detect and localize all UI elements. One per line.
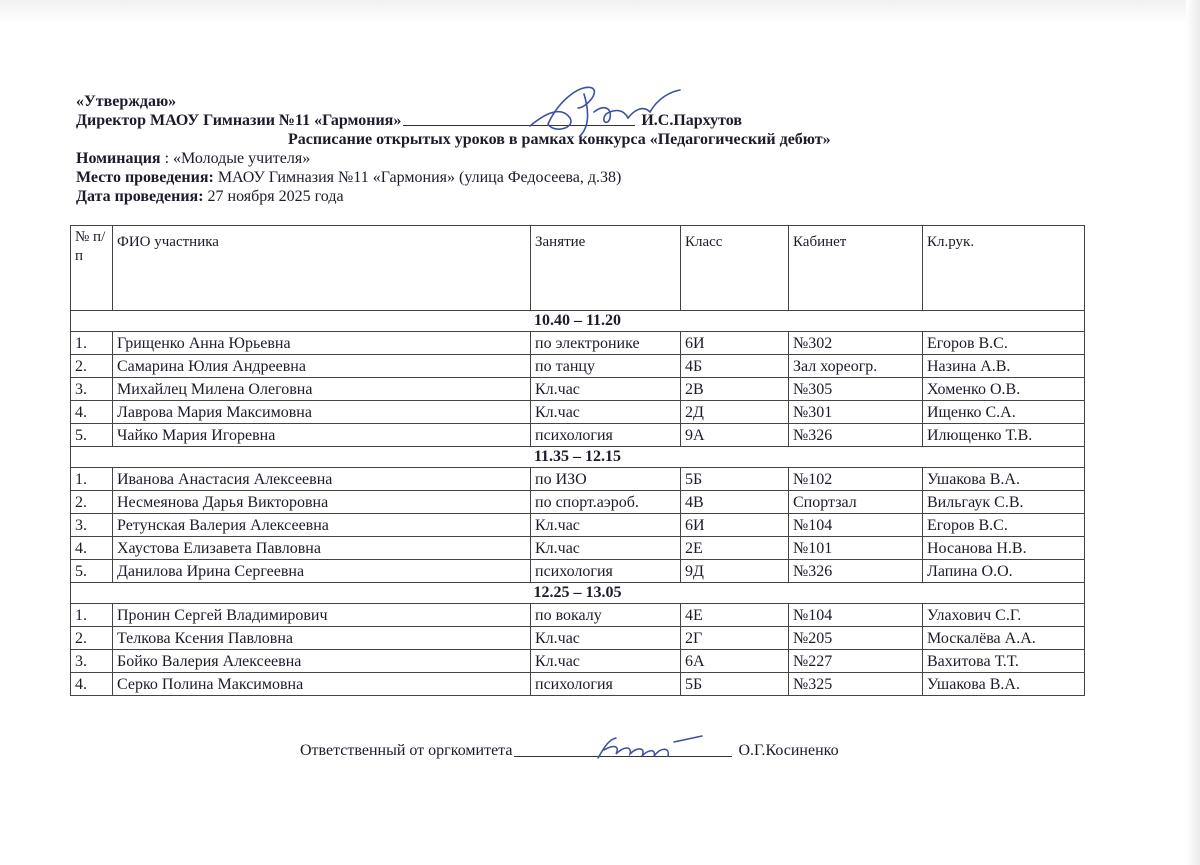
class-teacher: Вахитова Т.Т. [923, 650, 1085, 673]
room: Спортзал [789, 491, 923, 514]
lesson: психология [531, 424, 681, 447]
participant-name: Серко Полина Максимовна [113, 673, 531, 696]
room: №104 [789, 604, 923, 627]
column-header: Класс [681, 226, 789, 311]
organizer-signature [590, 728, 710, 768]
participant-name: Чайко Мария Игоревна [113, 424, 531, 447]
venue-label: Место проведения: [76, 169, 214, 186]
nomination-value: : «Молодые учителя» [160, 150, 311, 167]
class-teacher: Егоров В.С. [923, 514, 1085, 537]
class: 6А [681, 650, 789, 673]
row-number: 3. [71, 378, 113, 401]
lesson: по ИЗО [531, 468, 681, 491]
director-name: И.С.Пархутов [641, 112, 742, 129]
table-row [71, 491, 1085, 514]
table-row [71, 650, 1085, 673]
table-row [71, 604, 1085, 627]
room: Зал хореогр. [789, 355, 923, 378]
participant-name: Самарина Юлия Андреевна [113, 355, 531, 378]
class: 5Б [681, 673, 789, 696]
class: 4Б [681, 355, 789, 378]
participant-name: Несмеянова Дарья Викторовна [113, 491, 531, 514]
class-teacher: Москалёва А.А. [923, 627, 1085, 650]
venue-value: МАОУ Гимназия №11 «Гармония» (улица Федосеева, д.38) [213, 169, 622, 186]
room: №101 [789, 537, 923, 560]
time-slot: 12.25 – 13.05 [71, 583, 1085, 604]
approve-label: «Утверждаю» [76, 93, 177, 110]
nomination-label: Номинация [76, 150, 161, 167]
table-row [71, 355, 1085, 378]
room: №305 [789, 378, 923, 401]
director-title: Директор МАОУ Гимназии №11 «Гармония» [76, 112, 402, 129]
lesson: по танцу [531, 355, 681, 378]
scan-edge [0, 0, 1200, 24]
participant-name: Михайлец Милена Олеговна [113, 378, 531, 401]
room: №326 [789, 424, 923, 447]
document-title: Расписание открытых уроков в рамках конкурса «Педагогический дебют» [288, 131, 831, 148]
scan-edge-right [1186, 0, 1200, 865]
class-teacher: Улахович С.Г. [923, 604, 1085, 627]
table-row [71, 378, 1085, 401]
row-number: 2. [71, 627, 113, 650]
time-slot: 11.35 – 12.15 [71, 447, 1085, 468]
room: №104 [789, 514, 923, 537]
table-row [71, 537, 1085, 560]
lesson: Кл.час [531, 514, 681, 537]
participant-name: Данилова Ирина Сергеевна [113, 560, 531, 583]
room: №227 [789, 650, 923, 673]
room: №301 [789, 401, 923, 424]
table-row [71, 468, 1085, 491]
table-row [71, 332, 1085, 355]
table-header-row [71, 226, 1085, 311]
class: 9Д [681, 560, 789, 583]
lesson: Кл.час [531, 378, 681, 401]
class: 2Е [681, 537, 789, 560]
table-row [71, 401, 1085, 424]
responsible-name: О.Г.Косиненко [738, 742, 839, 759]
row-number: 4. [71, 537, 113, 560]
row-number: 1. [71, 604, 113, 627]
table-row [71, 673, 1085, 696]
participant-name: Пронин Сергей Владимирович [113, 604, 531, 627]
responsible-label: Ответственный от оргкомитета [300, 742, 513, 759]
venue-line [76, 168, 1076, 187]
class-teacher: Носанова Н.В. [923, 537, 1085, 560]
row-number: 1. [71, 468, 113, 491]
lesson: психология [531, 673, 681, 696]
lesson: по спорт.аэроб. [531, 491, 681, 514]
room: №302 [789, 332, 923, 355]
lesson: Кл.час [531, 627, 681, 650]
time-slot-row [71, 447, 1085, 468]
room: №205 [789, 627, 923, 650]
class: 2Д [681, 401, 789, 424]
schedule-table [70, 225, 1085, 696]
class-teacher: Илющенко Т.В. [923, 424, 1085, 447]
director-signature [520, 78, 700, 148]
class-teacher: Егоров В.С. [923, 332, 1085, 355]
column-header: Кабинет [789, 226, 923, 311]
table-row [71, 627, 1085, 650]
date-label: Дата проведения: [76, 188, 204, 205]
time-slot-row [71, 311, 1085, 332]
row-number: 3. [71, 514, 113, 537]
class: 4В [681, 491, 789, 514]
participant-name: Хаустова Елизавета Павловна [113, 537, 531, 560]
room: №325 [789, 673, 923, 696]
column-header: № п/п [71, 226, 113, 311]
lesson: психология [531, 560, 681, 583]
class: 2В [681, 378, 789, 401]
date-value: 27 ноября 2025 года [203, 188, 344, 205]
class-teacher: Вильгаук С.В. [923, 491, 1085, 514]
lesson: по электронике [531, 332, 681, 355]
participant-name: Бойко Валерия Алексеевна [113, 650, 531, 673]
row-number: 4. [71, 673, 113, 696]
class: 2Г [681, 627, 789, 650]
class-teacher: Ушакова В.А. [923, 673, 1085, 696]
row-number: 4. [71, 401, 113, 424]
class-teacher: Ушакова В.А. [923, 468, 1085, 491]
row-number: 1. [71, 332, 113, 355]
table-row [71, 424, 1085, 447]
class-teacher: Назина А.В. [923, 355, 1085, 378]
table-row [71, 514, 1085, 537]
class: 4Е [681, 604, 789, 627]
participant-name: Лаврова Мария Максимовна [113, 401, 531, 424]
row-number: 5. [71, 560, 113, 583]
table-row [71, 560, 1085, 583]
lesson: Кл.час [531, 650, 681, 673]
participant-name: Иванова Анастасия Алексеевна [113, 468, 531, 491]
date-line [76, 187, 1076, 206]
participant-name: Грищенко Анна Юрьевна [113, 332, 531, 355]
class: 9А [681, 424, 789, 447]
class: 6И [681, 332, 789, 355]
room: №102 [789, 468, 923, 491]
class: 5Б [681, 468, 789, 491]
column-header: Кл.рук. [923, 226, 1085, 311]
class-teacher: Хоменко О.В. [923, 378, 1085, 401]
row-number: 5. [71, 424, 113, 447]
nomination-line [76, 149, 1076, 168]
lesson: Кл.час [531, 537, 681, 560]
class: 6И [681, 514, 789, 537]
class-teacher: Лапина О.О. [923, 560, 1085, 583]
time-slot: 10.40 – 11.20 [71, 311, 1085, 332]
participant-name: Ретунская Валерия Алексеевна [113, 514, 531, 537]
lesson: по вокалу [531, 604, 681, 627]
row-number: 3. [71, 650, 113, 673]
lesson: Кл.час [531, 401, 681, 424]
participant-name: Телкова Ксения Павловна [113, 627, 531, 650]
time-slot-row [71, 583, 1085, 604]
room: №326 [789, 560, 923, 583]
row-number: 2. [71, 491, 113, 514]
row-number: 2. [71, 355, 113, 378]
column-header: ФИО участника [113, 226, 531, 311]
class-teacher: Ищенко С.А. [923, 401, 1085, 424]
column-header: Занятие [531, 226, 681, 311]
